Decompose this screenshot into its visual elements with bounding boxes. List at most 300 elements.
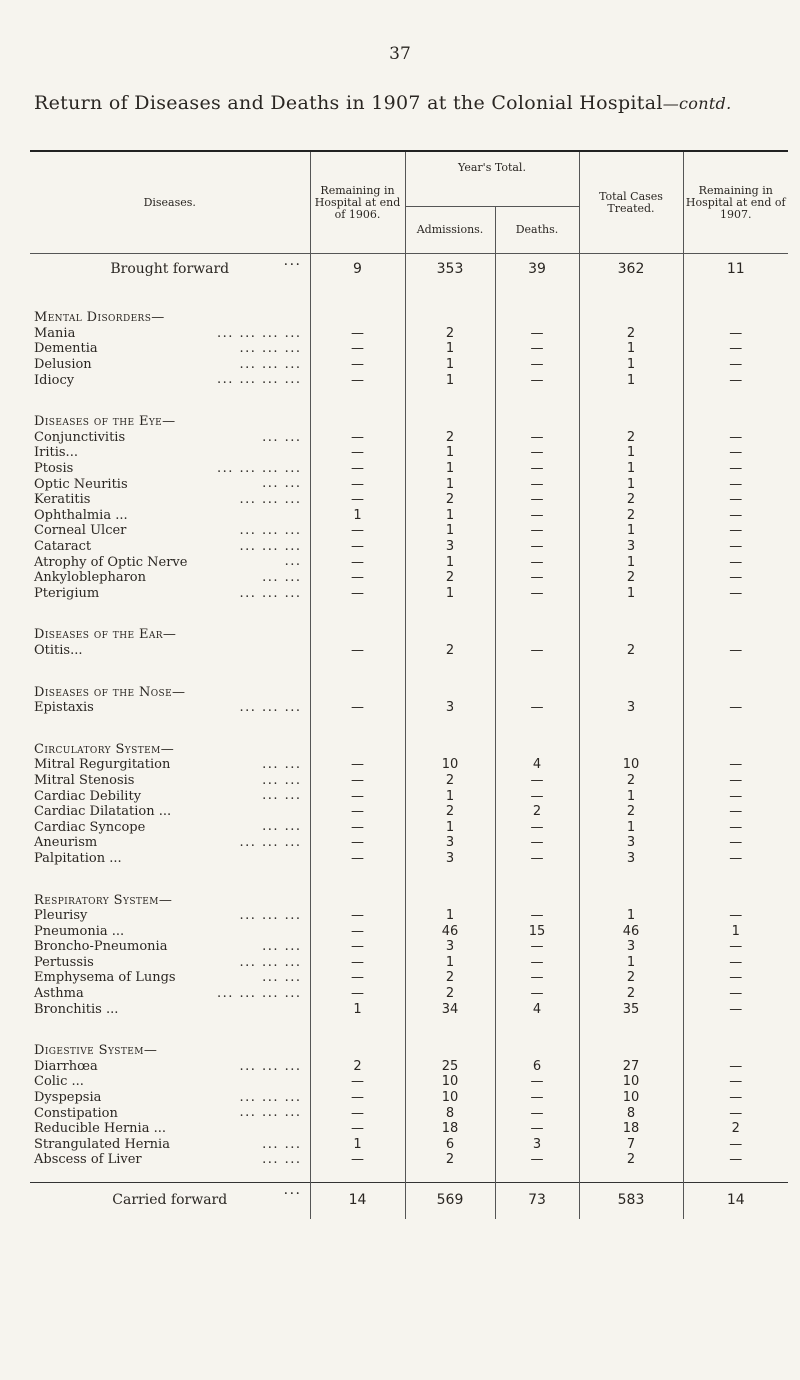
cell-deaths: — [495, 773, 579, 789]
leader-dots: ... ... [262, 1152, 302, 1168]
cell-rem-start: 1 [310, 1001, 405, 1017]
section-heading-blank [579, 414, 683, 430]
cell-total: 3 [579, 939, 683, 955]
disease-name [30, 970, 310, 986]
section-heading-blank [579, 1043, 683, 1059]
cell-deaths: — [495, 508, 579, 524]
cell-total: 583 [579, 1182, 683, 1219]
cell-deaths: — [495, 492, 579, 508]
cell-rem-end: 2 [683, 1121, 788, 1137]
cell-deaths: — [495, 570, 579, 586]
spacer-cell [495, 715, 579, 741]
title-main: Return of Diseases and Deaths in 1907 at the Colonial Hospital [34, 92, 663, 114]
cell-admissions: 10 [405, 757, 495, 773]
disease-name [30, 939, 310, 955]
disease-label: Emphysema of Lungs [34, 970, 176, 986]
cell-deaths: — [495, 430, 579, 446]
cell-total: 27 [579, 1059, 683, 1075]
cell-rem-end: — [683, 523, 788, 539]
spacer-cell [495, 601, 579, 627]
section-heading-row [30, 414, 788, 430]
cell-deaths: — [495, 643, 579, 659]
disease-label: Idiocy [34, 372, 75, 388]
cell-deaths: — [495, 554, 579, 570]
spacer-cell [495, 284, 579, 310]
cell-deaths: — [495, 461, 579, 477]
spacer-cell [310, 601, 405, 627]
cell-rem-end: 14 [683, 1182, 788, 1219]
cell-rem-start: — [310, 554, 405, 570]
cell-deaths: 73 [495, 1182, 579, 1219]
cell-rem-end: — [683, 445, 788, 461]
section-heading: Respiratory System— [34, 892, 173, 908]
section-heading-blank [683, 414, 788, 430]
leader-dots: ... ... [262, 970, 302, 986]
cell-deaths: — [495, 955, 579, 971]
disease-label: Conjunctivitis [34, 429, 126, 445]
disease-label: Mitral Stenosis [34, 772, 135, 788]
cell-total: 10 [579, 1074, 683, 1090]
cell-rem-start: — [310, 430, 405, 446]
cell-total: 8 [579, 1105, 683, 1121]
cell-rem-start: — [310, 1105, 405, 1121]
cell-rem-end: — [683, 372, 788, 388]
section-heading-blank [579, 627, 683, 643]
disease-label: Dementia [34, 341, 98, 357]
disease-label: Cardiac Dilatation ... [34, 804, 172, 820]
leader-dots: ... ... ... [239, 1105, 302, 1121]
cell-admissions: 25 [405, 1059, 495, 1075]
disease-name [30, 1059, 310, 1075]
cell-admissions: 569 [405, 1182, 495, 1219]
section-heading-blank [683, 684, 788, 700]
spacer-cell [405, 715, 495, 741]
cell-rem-start: — [310, 523, 405, 539]
leader-dots: ... ... [262, 429, 302, 445]
cell-rem-end: — [683, 341, 788, 357]
cell-rem-start: — [310, 586, 405, 602]
table-row [30, 476, 788, 492]
cell-rem-start: — [310, 700, 405, 716]
section-heading: Diseases of the Nose— [34, 684, 186, 700]
spacer-cell [310, 715, 405, 741]
cell-deaths: — [495, 539, 579, 555]
disease-name [30, 357, 310, 373]
cell-rem-start: — [310, 939, 405, 955]
leader-dots: ... ... ... ... [217, 985, 302, 1001]
cell-admissions: 10 [405, 1074, 495, 1090]
spacer-cell [683, 601, 788, 627]
spacer-row [30, 601, 788, 627]
cell-rem-end: — [683, 554, 788, 570]
cell-deaths: — [495, 788, 579, 804]
table-row [30, 835, 788, 851]
table-row [30, 1137, 788, 1153]
spacer-cell [310, 866, 405, 892]
section-heading-blank [405, 684, 495, 700]
disease-name [30, 445, 310, 461]
spacer-cell [405, 284, 495, 310]
disease-name [30, 955, 310, 971]
disease-label: Iritis... [34, 445, 78, 461]
disease-label: Palpitation ... [34, 850, 122, 866]
cell-admissions: 3 [405, 835, 495, 851]
section-heading: Circulatory System— [34, 741, 175, 757]
section-heading-blank [495, 627, 579, 643]
cell-total: 1 [579, 476, 683, 492]
spacer-cell [30, 866, 310, 892]
disease-name [30, 700, 310, 716]
disease-name [30, 523, 310, 539]
cell-deaths: — [495, 586, 579, 602]
cell-rem-end: — [683, 804, 788, 820]
disease-label: Colic ... [34, 1074, 84, 1090]
spacer-row [30, 284, 788, 310]
cell-total: 2 [579, 804, 683, 820]
spacer-cell [310, 658, 405, 684]
table-row [30, 539, 788, 555]
cell-admissions: 10 [405, 1090, 495, 1106]
cell-deaths: — [495, 1105, 579, 1121]
spacer-cell [30, 1168, 310, 1183]
disease-name [30, 586, 310, 602]
disease-label: Atrophy of Optic Nerve [34, 554, 188, 570]
disease-label: Aneurism [34, 835, 98, 851]
spacer-cell [683, 658, 788, 684]
table-row [30, 1090, 788, 1106]
table-row [30, 819, 788, 835]
cell-rem-start: — [310, 970, 405, 986]
disease-name [30, 757, 310, 773]
cell-rem-start: — [310, 757, 405, 773]
cell-rem-start: — [310, 923, 405, 939]
leader-dots: ... ... ... [239, 835, 302, 851]
section-heading-row [30, 627, 788, 643]
cell-rem-start: — [310, 788, 405, 804]
cell-rem-end: — [683, 955, 788, 971]
cell-rem-end: — [683, 970, 788, 986]
cell-total: 2 [579, 430, 683, 446]
table-header [30, 151, 788, 254]
brought-forward-row [30, 254, 788, 285]
cell-deaths: — [495, 908, 579, 924]
section-heading-blank [405, 892, 495, 908]
cell-total: 2 [579, 986, 683, 1002]
spacer-cell [405, 601, 495, 627]
disease-label: Ptosis [34, 461, 74, 477]
spacer-cell [30, 388, 310, 414]
table-row [30, 492, 788, 508]
cell-rem-start: — [310, 445, 405, 461]
cell-rem-end: — [683, 851, 788, 867]
leader-dots: ... ... [262, 757, 302, 773]
disease-name [30, 341, 310, 357]
leader-dots: ... ... ... [239, 907, 302, 923]
section-heading-blank [495, 414, 579, 430]
disease-label: Bronchitis ... [34, 1001, 119, 1017]
disease-label: Epistaxis [34, 700, 94, 716]
section-heading-row [30, 684, 788, 700]
carried-forward-text: Carried forward [112, 1192, 228, 1209]
disease-name [30, 554, 310, 570]
disease-name [30, 1001, 310, 1017]
disease-name [30, 539, 310, 555]
table-row [30, 508, 788, 524]
cell-admissions: 8 [405, 1105, 495, 1121]
cell-total: 2 [579, 570, 683, 586]
cell-rem-end: 1 [683, 923, 788, 939]
disease-label: Otitis... [34, 642, 83, 658]
cell-total: 1 [579, 788, 683, 804]
spacer-cell [683, 1017, 788, 1043]
spacer-row [30, 1017, 788, 1043]
cell-admissions: 2 [405, 804, 495, 820]
leader-dots: ... ... ... [239, 538, 302, 554]
section-heading: Digestive System— [34, 1043, 158, 1059]
disease-label: Pertussis [34, 954, 94, 970]
header-diseases: Diseases. [143, 195, 196, 209]
cell-deaths: — [495, 357, 579, 373]
cell-admissions: 1 [405, 955, 495, 971]
spacer-cell [495, 658, 579, 684]
cell-deaths: 4 [495, 1001, 579, 1017]
cell-rem-end: — [683, 508, 788, 524]
disease-label: Cardiac Debility [34, 788, 142, 804]
cell-deaths: — [495, 970, 579, 986]
disease-name [30, 788, 310, 804]
spacer-cell [579, 601, 683, 627]
section-heading-blank [405, 310, 495, 326]
disease-name [30, 461, 310, 477]
spacer-cell [405, 1017, 495, 1043]
cell-deaths: — [495, 1152, 579, 1168]
spacer-cell [683, 866, 788, 892]
cell-admissions: 1 [405, 819, 495, 835]
disease-name [30, 1137, 310, 1153]
leader-dots: ... ... [262, 939, 302, 954]
leader-dots: ... ... ... [239, 523, 302, 539]
section-heading-blank [495, 684, 579, 700]
disease-name [30, 492, 310, 508]
table-row [30, 788, 788, 804]
table-row [30, 430, 788, 446]
header-deaths: Deaths. [495, 207, 579, 254]
cell-rem-start: — [310, 643, 405, 659]
table-row [30, 700, 788, 716]
spacer-cell [495, 1017, 579, 1043]
cell-rem-start: — [310, 341, 405, 357]
table-row [30, 1074, 788, 1090]
section-heading-blank [310, 310, 405, 326]
cell-total: 2 [579, 643, 683, 659]
cell-deaths: — [495, 341, 579, 357]
table-row [30, 939, 788, 955]
cell-rem-start: — [310, 908, 405, 924]
section-heading-blank [683, 741, 788, 757]
cell-rem-start: — [310, 819, 405, 835]
cell-admissions: 1 [405, 341, 495, 357]
cell-deaths: 6 [495, 1059, 579, 1075]
disease-label: Cataract [34, 539, 92, 555]
section-heading-blank [310, 414, 405, 430]
cell-rem-end: — [683, 643, 788, 659]
cell-deaths: 15 [495, 923, 579, 939]
table-row [30, 804, 788, 820]
cell-admissions: 2 [405, 773, 495, 789]
disease-label: Diarrhœa [34, 1058, 98, 1074]
table-row [30, 445, 788, 461]
disease-name [30, 508, 310, 524]
disease-name [30, 326, 310, 342]
cell-rem-start: — [310, 492, 405, 508]
spacer-cell [30, 658, 310, 684]
cell-admissions: 1 [405, 586, 495, 602]
table-row [30, 908, 788, 924]
spacer-cell [405, 866, 495, 892]
cell-deaths: — [495, 819, 579, 835]
cell-total: 3 [579, 835, 683, 851]
cell-admissions: 3 [405, 851, 495, 867]
leader-dots: ... ... ... ... [217, 325, 302, 341]
disease-label: Delusion [34, 357, 92, 373]
section-heading-blank [405, 741, 495, 757]
disease-label: Dyspepsia [34, 1090, 102, 1106]
section-heading-blank [683, 1043, 788, 1059]
cell-rem-start: — [310, 773, 405, 789]
table-row [30, 1152, 788, 1168]
section-heading-blank [405, 1043, 495, 1059]
cell-total: 1 [579, 523, 683, 539]
cell-rem-start: — [310, 851, 405, 867]
cell-rem-end: — [683, 476, 788, 492]
disease-label: Mitral Regurgitation [34, 757, 171, 773]
section-heading-blank [310, 741, 405, 757]
cell-deaths: — [495, 445, 579, 461]
cell-rem-start: — [310, 804, 405, 820]
disease-label: Strangulated Hernia [34, 1136, 170, 1152]
cell-total: 2 [579, 773, 683, 789]
section-heading-blank [579, 684, 683, 700]
cell-total: 1 [579, 357, 683, 373]
cell-total: 1 [579, 908, 683, 924]
disease-name [30, 923, 310, 939]
cell-rem-end: — [683, 1137, 788, 1153]
spacer-cell [405, 658, 495, 684]
spacer-cell [579, 866, 683, 892]
cell-deaths: 4 [495, 757, 579, 773]
cell-rem-end: — [683, 1090, 788, 1106]
disease-name [30, 1105, 310, 1121]
cell-total: 1 [579, 586, 683, 602]
spacer-row [30, 866, 788, 892]
disease-name [30, 1152, 310, 1168]
table-row [30, 970, 788, 986]
disease-name [30, 570, 310, 586]
leader-dots: ... ... ... [239, 1089, 302, 1105]
cell-admissions: 1 [405, 908, 495, 924]
section-heading-blank [579, 892, 683, 908]
disease-label: Mania [34, 325, 76, 341]
cell-deaths: — [495, 939, 579, 955]
header-admissions: Admissions. [405, 207, 495, 254]
section-heading-row [30, 310, 788, 326]
cell-rem-end: — [683, 586, 788, 602]
cell-total: 1 [579, 372, 683, 388]
table-body [30, 254, 788, 1219]
disease-label: Pneumonia ... [34, 923, 125, 939]
section-heading-blank [579, 310, 683, 326]
cell-admissions: 46 [405, 923, 495, 939]
spacer-cell [30, 284, 310, 310]
disease-label: Ophthalmia ... [34, 507, 128, 523]
cell-total: 2 [579, 1152, 683, 1168]
cell-total: 1 [579, 341, 683, 357]
cell-rem-end: — [683, 1059, 788, 1075]
cell-rem-end: — [683, 326, 788, 342]
cell-admissions: 2 [405, 430, 495, 446]
leader-dots: ... ... [262, 1136, 302, 1152]
table-row [30, 586, 788, 602]
cell-deaths: — [495, 1121, 579, 1137]
section-heading-blank [405, 414, 495, 430]
spacer-row [30, 1168, 788, 1183]
cell-total: 1 [579, 461, 683, 477]
leader-dots: ... ... ... [239, 699, 302, 715]
section-heading-row [30, 1043, 788, 1059]
cell-admissions: 3 [405, 939, 495, 955]
cell-admissions: 1 [405, 372, 495, 388]
table-row [30, 1121, 788, 1137]
disease-name [30, 1090, 310, 1106]
disease-label: Constipation [34, 1105, 118, 1121]
spacer-row [30, 388, 788, 414]
spacer-cell [310, 1017, 405, 1043]
table-row [30, 554, 788, 570]
cell-admissions: 1 [405, 508, 495, 524]
table-row [30, 570, 788, 586]
leader-dots: ... ... ... [239, 1058, 302, 1074]
cell-rem-start: — [310, 1074, 405, 1090]
cell-total: 2 [579, 508, 683, 524]
cell-total: 18 [579, 1121, 683, 1137]
cell-deaths: — [495, 700, 579, 716]
cell-total: 7 [579, 1137, 683, 1153]
cell-rem-end: — [683, 492, 788, 508]
disease-label: Keratitis [34, 492, 91, 508]
cell-admissions: 2 [405, 570, 495, 586]
cell-admissions: 2 [405, 326, 495, 342]
cell-total: 3 [579, 700, 683, 716]
cell-deaths: — [495, 1074, 579, 1090]
leader-dots: ... ... ... [239, 341, 302, 357]
cell-rem-start: — [310, 955, 405, 971]
cell-total: 10 [579, 757, 683, 773]
spacer-cell [579, 658, 683, 684]
cell-total: 1 [579, 819, 683, 835]
cell-deaths: 2 [495, 804, 579, 820]
table-row [30, 851, 788, 867]
disease-label: Pleurisy [34, 908, 88, 924]
disease-name [30, 819, 310, 835]
cell-rem-start: — [310, 1090, 405, 1106]
spacer-row [30, 658, 788, 684]
table-row [30, 773, 788, 789]
leader-dots: ... ... ... [239, 954, 302, 970]
cell-rem-end: — [683, 1105, 788, 1121]
table-row [30, 461, 788, 477]
carried-forward-label [30, 1182, 310, 1219]
spacer-cell [683, 284, 788, 310]
